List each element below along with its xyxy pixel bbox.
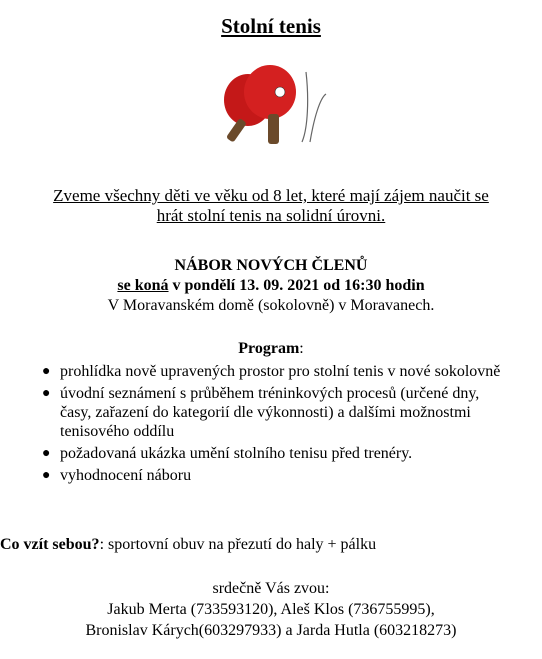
signature-line-1: Jakub Merta (733593120), Aleš Klos (736755995), [107,601,435,618]
program-label: Program [238,340,300,357]
signature-block [0,578,542,641]
list-item [42,362,512,381]
recruitment-heading: NÁBOR NOVÝCH ČLENŮ [174,257,368,274]
list-item-text: úvodní seznámení s průběhem tréninkových procesů (určené dny, časy, zařazení do kategorií dle výkonnosti) a dalšími možnostmi tenisového oddílu [60,385,480,440]
recruitment-date [0,276,542,296]
program-list [42,362,512,488]
program-heading [0,340,542,358]
bullet-icon: ● [42,446,51,461]
what-to-bring [0,536,542,554]
recruitment-place: V Moravanském domě (sokolovně) v Moravanech. [107,297,435,314]
bullet-icon: ● [42,468,51,483]
ping-pong-paddles-icon [210,58,336,150]
list-item [42,444,512,463]
recruitment-block [0,256,542,316]
recruitment-date-prefix: se koná [117,277,169,294]
signature-line-2: Bronislav Kárych(603297933) a Jarda Hutla (603218273) [85,622,457,639]
invitation-text [0,186,542,226]
what-to-bring-text: : sportovní obuv na přezutí do haly + pálku [99,536,377,553]
bullet-icon: ● [42,386,51,401]
what-to-bring-label: Co vzít sebou? [0,536,100,553]
invitation-line-1: Zveme všechny děti ve věku od 8 let, které mají zájem naučit se [53,186,489,205]
list-item [42,384,512,441]
list-item-text: vyhodnocení náboru [60,467,192,484]
invitation-line-2: hrát stolní tenis na solidní úrovni. [156,206,386,225]
list-item-text: prohlídka nově upravených prostor pro stolní tenis v nové sokolovně [60,363,501,380]
page-title: Stolní tenis [221,14,321,38]
list-item-text: požadovaná ukázka umění stolního tenisu před trenéry. [60,445,413,462]
recruitment-date-text: v pondělí 13. 09. 2021 od 16:30 hodin [168,277,425,294]
signature-intro: srdečně Vás zvou: [212,580,330,597]
bullet-icon: ● [42,364,51,379]
list-item [42,466,512,485]
program-colon: : [299,340,304,357]
